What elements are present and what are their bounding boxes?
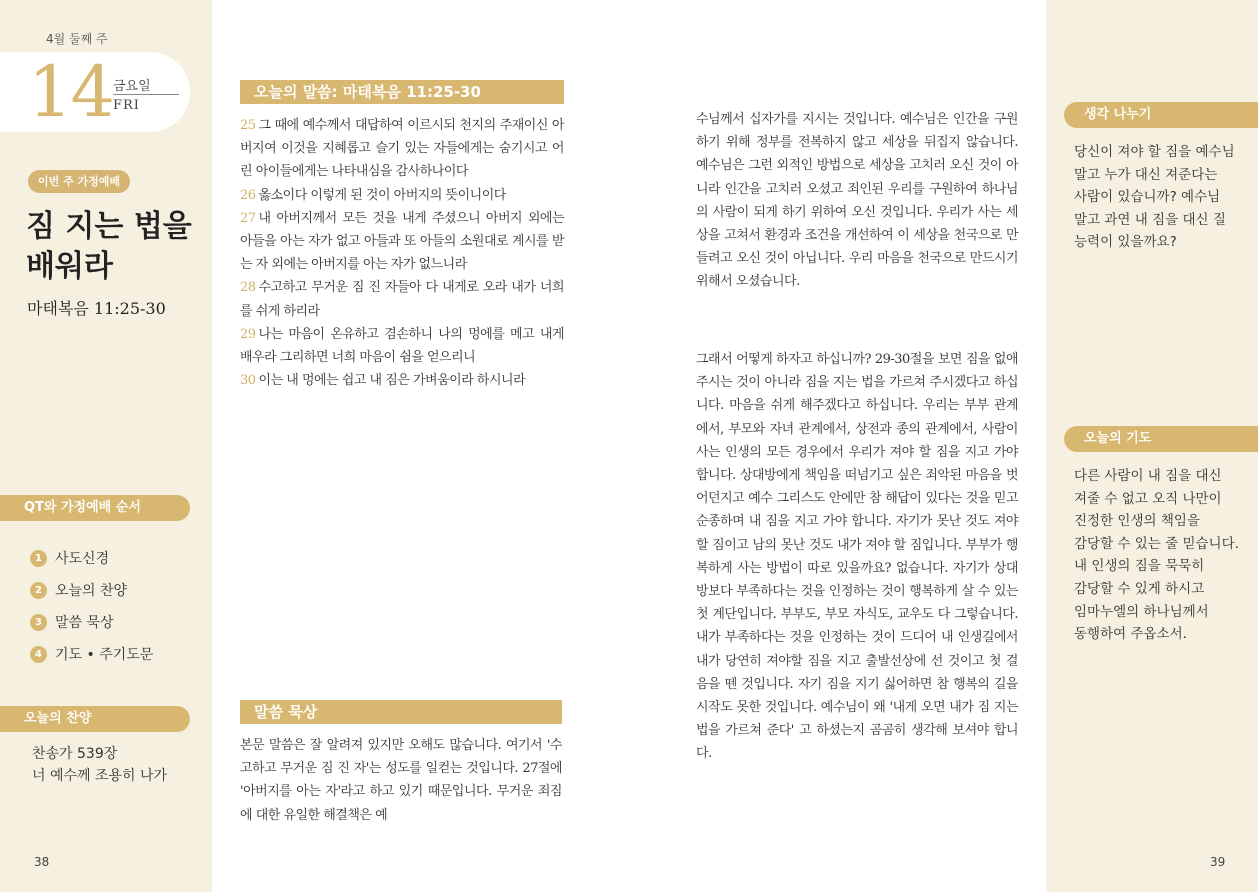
order-number-badge: 1 (30, 550, 47, 567)
page-number-left: 38 (34, 855, 50, 869)
think-text (1074, 141, 1250, 254)
prayer-line: 임마누엘의 하나님께서 (1074, 603, 1209, 620)
verses-block (240, 114, 564, 392)
verse-text: 이는 내 멍에는 쉽고 내 짐은 가벼움이라 하시니라 (258, 373, 526, 389)
verse-number: 28 (240, 280, 256, 296)
scripture-reference: 마태복음 11:25-30 (27, 299, 166, 318)
verse-number: 30 (240, 373, 256, 389)
day-english: FRI (113, 98, 140, 113)
verse-number: 29 (240, 326, 256, 342)
think-line: 말고 누가 대신 져준다는 (1074, 166, 1218, 183)
title-line-1: 짐 지는 법을 (26, 209, 192, 244)
verse (240, 323, 564, 369)
order-item (30, 542, 153, 574)
week-label: 4월 둘째 주 (46, 32, 108, 46)
order-item (30, 574, 153, 606)
prayer-line: 동행하여 주옵소서. (1074, 626, 1187, 643)
order-item-label: 오늘의 찬양 (55, 583, 128, 599)
word-header: 오늘의 말씀: 마태복음 11:25-30 (240, 80, 564, 104)
order-item-label: 말씀 묵상 (55, 615, 114, 631)
order-header: QT와 가정예배 순서 (0, 495, 190, 521)
think-line: 말고 과연 내 짐을 대신 질 (1074, 211, 1226, 228)
verse (240, 184, 564, 207)
day-korean: 금요일 (113, 79, 151, 94)
prayer-line: 내 인생의 짐을 묵묵히 (1074, 558, 1205, 575)
verse-number: 25 (240, 118, 256, 133)
order-list (30, 542, 153, 670)
order-number-badge: 3 (30, 614, 47, 631)
hymn-header: 오늘의 찬양 (0, 706, 190, 732)
verse (240, 207, 564, 277)
verse (240, 369, 564, 392)
meditation-text: 본문 말씀은 잘 알려져 있지만 오해도 많습니다. 여기서 '수고하고 무거운 짐 진 자'는 성도를 일컫는 것입니다. 27절에 '아버지를 아는 자'라고 하고 있기 때문입니다. 무거운 죄짐에 대한 유일한 해결책은 예 (240, 738, 562, 823)
title-line-2: 배워라 (26, 249, 113, 284)
verse-number: 27 (240, 210, 256, 226)
page-number-right: 39 (1210, 855, 1226, 869)
verse (240, 276, 564, 322)
verse-text: 내 아버지께서 모든 것을 내게 주셨으니 아버지 외에는 아들을 아는 자가 없고 아들과 또 아들의 소원대로 계시를 받는 자 외에는 아버지를 아는 자가 없느니라 (240, 210, 564, 273)
think-line: 당신이 져야 할 짐을 예수님 (1074, 144, 1235, 160)
verse-text: 수고하고 무거운 짐 진 자들아 다 내게로 오라 내가 너희를 쉬게 하리라 (240, 280, 564, 319)
order-item (30, 606, 153, 638)
hymn-number: 찬송가 539장 (32, 746, 118, 762)
verse-text: 옳소이다 이렇게 된 것이 아버지의 뜻이니이다 (258, 187, 506, 203)
think-header: 생각 나누기 (1064, 102, 1258, 128)
verse-number: 26 (240, 187, 256, 203)
prayer-line: 감당할 수 있게 하시고 (1074, 580, 1205, 597)
verse-text: 나는 마음이 온유하고 겸손하니 나의 멍에를 메고 내게 배우라 그리하면 너희 마음이 쉼을 얻으리니 (240, 326, 564, 366)
think-line: 능력이 있을까요? (1074, 234, 1177, 251)
verse-text: 그 때에 예수께서 대답하여 이르시되 천지의 주재이신 아버지여 이것을 지혜롭고 슬기 있는 자들에게는 숨기시고 어린 아이들에게는 나타내심을 감사하나이다 (240, 118, 564, 180)
date-divider (113, 94, 179, 95)
think-line: 사람이 있습니까? 예수님 (1074, 189, 1221, 206)
order-number-badge: 2 (30, 582, 47, 599)
meditation-header: 말씀 묵상 (240, 700, 562, 724)
page-title (26, 207, 206, 287)
prayer-line: 져줄 수 없고 오직 나만이 (1074, 490, 1222, 507)
order-item-label: 사도신경 (55, 551, 110, 567)
prayer-line: 진정한 인생의 책임을 (1074, 513, 1200, 530)
prayer-line: 감당할 수 있는 줄 믿습니다. (1074, 535, 1239, 552)
body-paragraph-1: 수님께서 십자가를 지시는 것입니다. 예수님은 인간을 구원하기 위해 정부를 전복하지 않고 세상을 뒤집지 않습니다. 예수님은 그런 외적인 방법으로 세상을 고치러 오신 것이 아니라 인간을 고치러 오셨고 죄인된 우리를 구원하여 하나님의 사람이 되게 하기 위하여 오신 것입니다. 우리가 사는 세상을 고쳐서 환경과 조건을 개선하여 이 세상을 천국으로 만들려고 오신 것이 아닙니다. 우리 마음을 천국으로 만드시기 위해서 오셨습니다. (696, 112, 1018, 290)
prayer-text (1074, 465, 1250, 646)
date-number: 14 (28, 51, 114, 133)
body-paragraph-2: 그래서 어떻게 하자고 하십니까? 29-30절을 보면 짐을 없애주시는 것이 아니라 짐을 지는 법을 가르쳐 주시겠다고 하십니다. 마음을 쉬게 해주겠다고 하십니다. 우리는 부부 관계에서, 부모와 자녀 관계에서, 상전과 종의 관계에서, 사람이 사는 인생의 모든 경우에서 우리가 져야 할 짐을 지고 가야 합니다. 상대방에게 책임을 떠넘기고 싶은 죄악된 마음을 벗어던지고 예수 그리스도 안에만 참 해답이 있다는 것을 믿고 순종하며 내 짐을 지고 가야 합니다. 자기가 못난 것도 져야 할 짐이고 남의 못난 것도 내가 져야 할 짐입니다. 부부가 행복하게 사는 방법이 따로 있을까요? 없습니다. 자기가 상대방보다 부족하다는 것을 인정하는 것이 행복하게 살 수 있는 첫 계단입니다. 부부도, 부모 자식도, 교우도 다 그렇습니다. 내가 부족하다는 것을 인정하는 것이 드디어 내 인생길에서 내가 당연히 져야할 짐을 지고 출발선상에 선 것이고 첫 걸음을 뗀 것입니다. 자기 짐을 지기 싫어하면 참 행복의 길을 시작도 못한 것입니다. 예수님이 왜 '내게 오면 내가 짐 지는 법을 가르쳐 준다' 고 하셨는지 곰곰히 생각해 보셔야 합니다. (696, 352, 1018, 762)
verse (240, 114, 564, 184)
hymn-title: 너 예수께 조용히 나가 (32, 768, 168, 784)
week-badge: 이번 주 가정예배 (28, 170, 130, 193)
prayer-header: 오늘의 기도 (1064, 426, 1258, 452)
prayer-line: 다른 사람이 내 짐을 대신 (1074, 468, 1222, 484)
order-item (30, 638, 153, 670)
order-item-label: 기도 • 주기도문 (55, 647, 154, 663)
order-number-badge: 4 (30, 646, 47, 663)
